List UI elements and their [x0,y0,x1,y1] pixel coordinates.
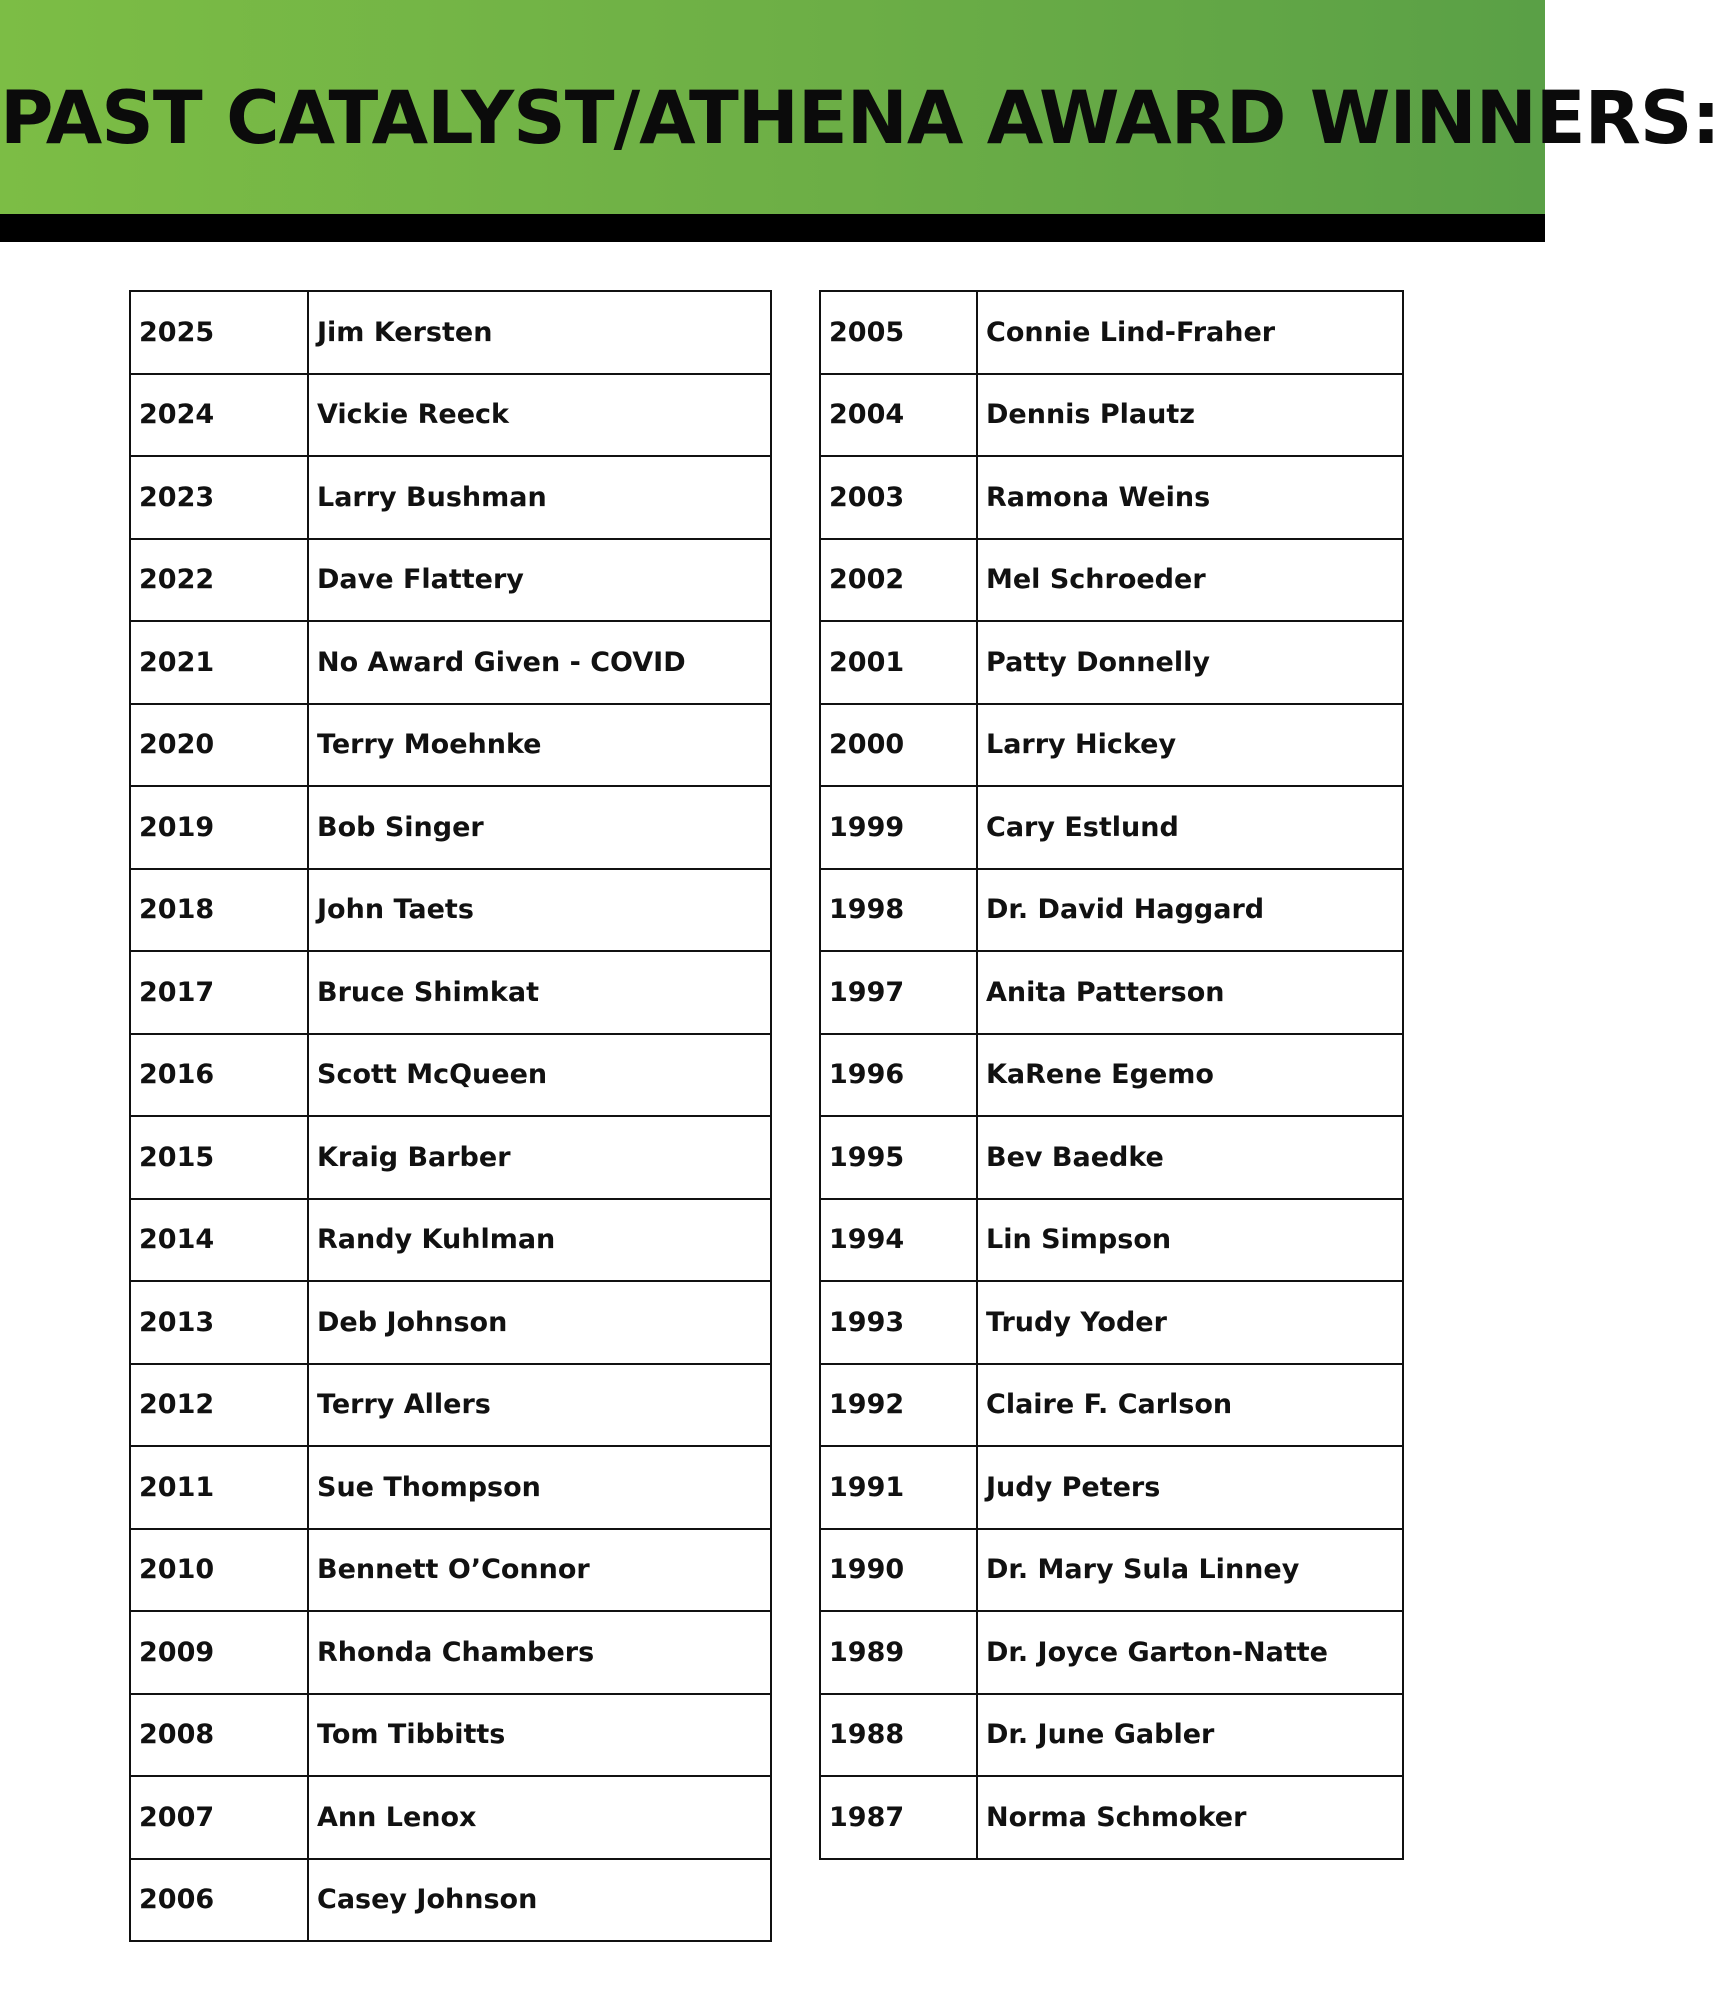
table-row [130,1859,771,1942]
award-year: 1992 [820,1364,977,1447]
winner-name: Dennis Plautz [977,374,1403,457]
award-year: 2015 [130,1116,308,1199]
winner-name: Bruce Shimkat [308,951,771,1034]
page-title: PAST CATALYST/ATHENA AWARD WINNERS: [0,76,1720,161]
header-divider [0,214,1545,242]
table-row [820,1364,1403,1447]
winner-name: Randy Kuhlman [308,1199,771,1282]
table-row [820,951,1403,1034]
table-row [820,291,1403,374]
table-row [820,1281,1403,1364]
table-row [820,1776,1403,1859]
winner-name: Kraig Barber [308,1116,771,1199]
award-year: 1990 [820,1529,977,1612]
winner-name: Casey Johnson [308,1859,771,1942]
award-year: 1989 [820,1611,977,1694]
table-row [130,374,771,457]
winner-name: Dr. Mary Sula Linney [977,1529,1403,1612]
award-year: 2014 [130,1199,308,1282]
award-year: 2010 [130,1529,308,1612]
winner-name: Larry Bushman [308,456,771,539]
award-year: 2024 [130,374,308,457]
winner-name: John Taets [308,869,771,952]
award-year: 2011 [130,1446,308,1529]
table-row [130,786,771,869]
winner-name: Bennett O’Connor [308,1529,771,1612]
award-year: 1991 [820,1446,977,1529]
table-row [820,1611,1403,1694]
winners-table-right-body [820,291,1403,1859]
table-row [820,1116,1403,1199]
winner-name: Dr. David Haggard [977,869,1403,952]
table-row [820,1529,1403,1612]
award-year: 2004 [820,374,977,457]
table-row [820,869,1403,952]
table-row [820,539,1403,622]
winner-name: Claire F. Carlson [977,1364,1403,1447]
winner-name: Bob Singer [308,786,771,869]
award-year: 1996 [820,1034,977,1117]
award-year: 2020 [130,704,308,787]
table-row [820,1446,1403,1529]
table-row [130,1116,771,1199]
award-year: 1993 [820,1281,977,1364]
winner-name: Lin Simpson [977,1199,1403,1282]
table-row [130,1694,771,1777]
award-year: 1998 [820,869,977,952]
table-row [130,539,771,622]
winner-name: Vickie Reeck [308,374,771,457]
winner-name: Scott McQueen [308,1034,771,1117]
winner-name: Ann Lenox [308,1776,771,1859]
table-row [820,374,1403,457]
award-year: 2008 [130,1694,308,1777]
award-year: 1995 [820,1116,977,1199]
table-row [130,1034,771,1117]
winners-table-left-body [130,291,771,1941]
table-row [820,786,1403,869]
award-year: 2000 [820,704,977,787]
award-year: 2007 [130,1776,308,1859]
award-year: 1999 [820,786,977,869]
winner-name: Jim Kersten [308,291,771,374]
table-row [820,1034,1403,1117]
table-row [130,456,771,539]
table-row [130,1446,771,1529]
table-row [130,621,771,704]
winner-name: Dave Flattery [308,539,771,622]
winner-name: Connie Lind-Fraher [977,291,1403,374]
winner-name: Dr. Joyce Garton-Natte [977,1611,1403,1694]
table-row [130,1611,771,1694]
winner-name: Norma Schmoker [977,1776,1403,1859]
award-year: 2012 [130,1364,308,1447]
winners-table-right [819,290,1404,1860]
winner-name: Sue Thompson [308,1446,771,1529]
winner-name: Judy Peters [977,1446,1403,1529]
award-year: 2003 [820,456,977,539]
table-row [130,1199,771,1282]
award-year: 1997 [820,951,977,1034]
award-year: 2017 [130,951,308,1034]
table-row [820,704,1403,787]
award-year: 2016 [130,1034,308,1117]
table-row [130,1364,771,1447]
winner-name: KaRene Egemo [977,1034,1403,1117]
award-year: 1987 [820,1776,977,1859]
table-row [820,1199,1403,1282]
winner-name: Cary Estlund [977,786,1403,869]
table-row [820,456,1403,539]
table-row [130,1281,771,1364]
award-year: 2002 [820,539,977,622]
table-row [130,291,771,374]
award-year: 2001 [820,621,977,704]
header-banner [0,0,1720,214]
winner-name: Patty Donnelly [977,621,1403,704]
table-row [130,1776,771,1859]
award-year: 2018 [130,869,308,952]
winner-name: Bev Baedke [977,1116,1403,1199]
winner-name: Terry Moehnke [308,704,771,787]
winner-name: Larry Hickey [977,704,1403,787]
award-year: 2013 [130,1281,308,1364]
winners-table-left [129,290,772,1942]
winner-name: No Award Given - COVID [308,621,771,704]
table-row [820,1694,1403,1777]
winner-name: Anita Patterson [977,951,1403,1034]
award-year: 2023 [130,456,308,539]
winner-name: Mel Schroeder [977,539,1403,622]
winner-name: Deb Johnson [308,1281,771,1364]
winner-name: Tom Tibbitts [308,1694,771,1777]
award-year: 2009 [130,1611,308,1694]
award-year: 2006 [130,1859,308,1942]
table-row [130,951,771,1034]
award-year: 2025 [130,291,308,374]
winner-name: Trudy Yoder [977,1281,1403,1364]
award-year: 2019 [130,786,308,869]
table-row [130,704,771,787]
table-row [820,621,1403,704]
table-row [130,1529,771,1612]
winner-name: Terry Allers [308,1364,771,1447]
award-year: 2021 [130,621,308,704]
winner-name: Rhonda Chambers [308,1611,771,1694]
winner-name: Ramona Weins [977,456,1403,539]
table-row [130,869,771,952]
award-year: 1988 [820,1694,977,1777]
award-year: 2022 [130,539,308,622]
award-year: 2005 [820,291,977,374]
winner-name: Dr. June Gabler [977,1694,1403,1777]
award-year: 1994 [820,1199,977,1282]
